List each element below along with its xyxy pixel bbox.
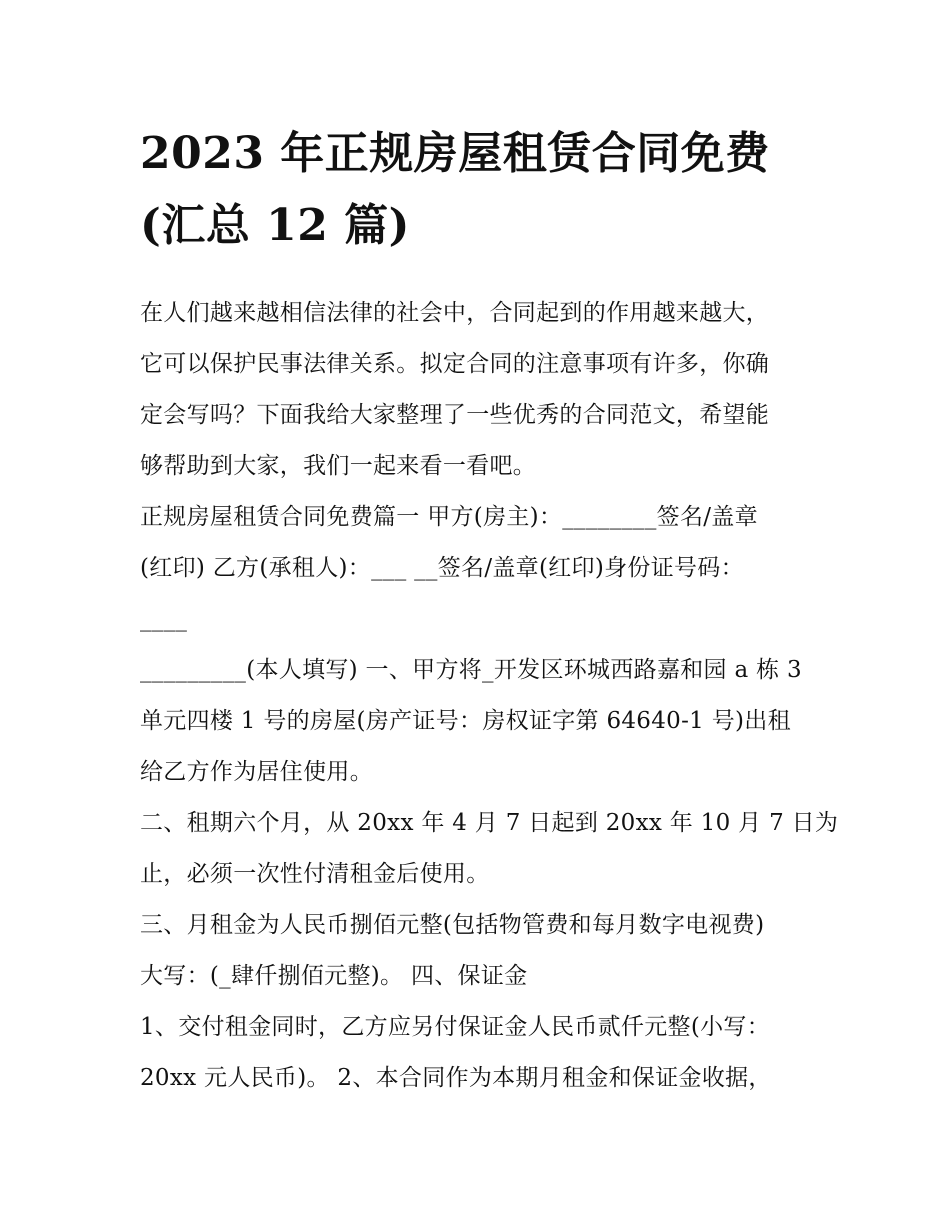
clause-three-line-2: 大写：(_肆仟捌佰元整)。 四、保证金 [140,963,528,989]
party-line-1: 正规房屋租赁合同免费篇一 甲方(房主)：________签名/盖章 [140,504,758,530]
clause-one-line-2: 单元四楼 1 号的房屋(房产证号：房权证字第 64640-1 号)出租 [140,708,791,734]
document-title-line-2: (汇总 12 篇) [140,200,411,251]
deposit-line-1: 1、交付租金同时，乙方应另付保证金人民币贰仟元整(小写： [140,1014,771,1040]
party-line-2: (红印) 乙方(承租人)：___ __签名/盖章(红印)身份证号码： [140,555,744,581]
document-body [140,288,839,1104]
intro-line-4: 够帮助到大家，我们一起来看一看吧。 [140,453,537,479]
clause-one-line-3: 给乙方作为居住使用。 [140,759,373,785]
document-title [140,118,820,262]
clause-one-line-1: _________(本人填写) 一、甲方将_开发区环城西路嘉和园 a 栋 3 [140,657,802,683]
document-title-line-1: 2023 年正规房屋租赁合同免费 [140,128,770,179]
intro-line-3: 定会写吗？下面我给大家整理了一些优秀的合同范文，希望能 [140,402,770,428]
deposit-line-2: 20xx 元人民币)。 2、本合同作为本期月租金和保证金收据， [140,1065,772,1091]
clause-three-line-1: 三、月租金为人民币捌佰元整(包括物管费和每月数字电视费) [140,912,765,938]
clause-two-line-2: 止，必须一次性付清租金后使用。 [140,861,490,887]
intro-line-1: 在人们越来越相信法律的社会中，合同起到的作用越来越大， [140,300,770,326]
clause-two-line-1: 二、租期六个月，从 20xx 年 4 月 7 日起到 20xx 年 10 月 7 日为 [140,810,839,836]
document-page [140,118,839,1104]
intro-line-2: 它可以保护民事法律关系。拟定合同的注意事项有许多，你确 [140,351,770,377]
party-line-3: ____ [140,606,188,632]
